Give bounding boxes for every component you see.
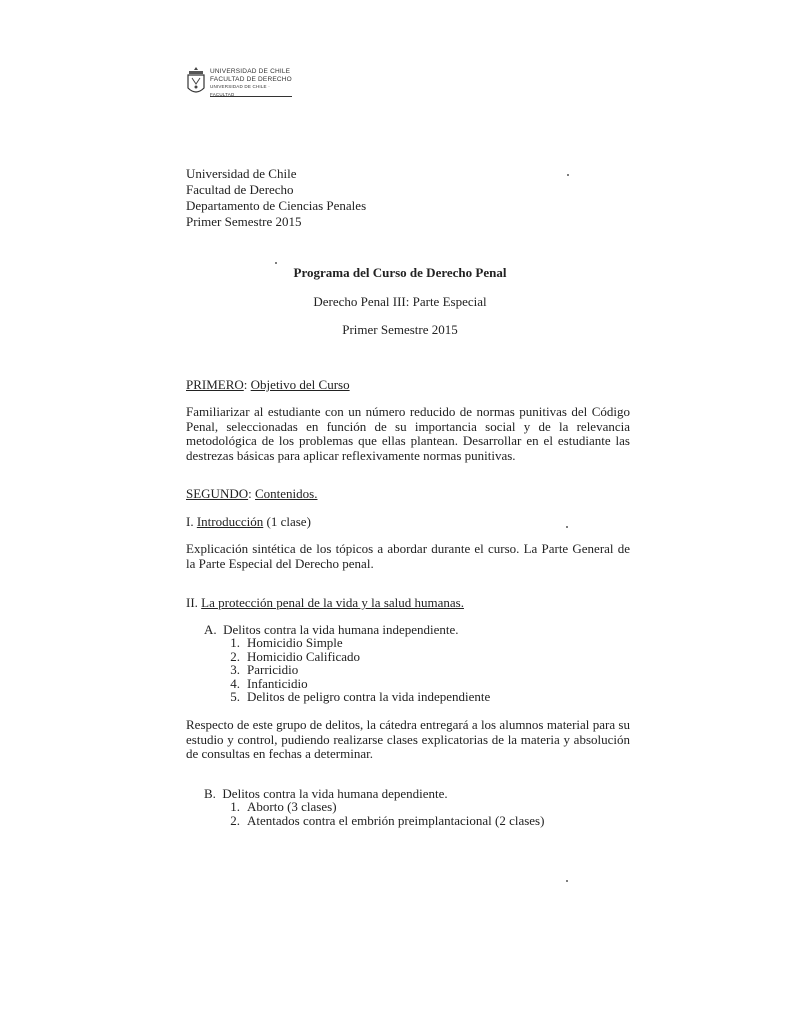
section-1-heading — [186, 514, 311, 530]
subsection-a-letter: A. — [204, 622, 217, 637]
section-2-numeral: II. — [186, 595, 198, 610]
section-primero-heading: PRIMERO: Objetivo del Curso — [186, 377, 350, 392]
logo-text — [210, 68, 292, 98]
list-item: 1. Aborto (3 clases) — [230, 799, 337, 814]
header-university: Universidad de Chile — [186, 166, 297, 181]
document-title: Programa del Curso de Derecho Penal — [293, 265, 507, 280]
segundo-title: Contenidos. — [255, 486, 318, 501]
subsection-a-title: Delitos contra la vida humana independiente. — [223, 622, 459, 637]
document-semester: Primer Semestre 2015 — [342, 322, 458, 337]
logo-divider — [210, 96, 292, 97]
subsection-a-note: Respecto de este grupo de delitos, la cátedra entregará a los alumnos material para su estudio y control, pudiendo realizarse clases explicatorias de la materia y absolución de consultas en fechas a determinar. — [186, 717, 630, 761]
subsection-b-title: Delitos contra la vida humana dependiente. — [222, 786, 448, 801]
segundo-label: SEGUNDO — [186, 486, 249, 501]
section-1-title: Introducción — [196, 514, 264, 529]
scan-speck — [275, 262, 277, 264]
list-item: 1. Homicidio Simple — [230, 635, 343, 650]
list-item: 5. Delitos de peligro contra la vida independiente — [230, 689, 491, 704]
list-item: 2. Atentados contra el embrión preimplantacional (2 clases) — [230, 812, 545, 828]
university-logo — [186, 66, 292, 106]
primero-label: PRIMERO — [186, 377, 244, 392]
section-1-note: (1 clase) — [266, 514, 311, 529]
scan-speck — [566, 526, 568, 528]
institution-header — [186, 166, 366, 230]
document-subtitle: Derecho Penal III: Parte Especial — [313, 294, 487, 309]
header-faculty: Facultad de Derecho — [186, 182, 294, 197]
list-item: 2. Homicidio Calificado — [230, 648, 361, 664]
subsection-b-letter: B. — [204, 786, 216, 801]
logo-line-1: UNIVERSIDAD DE CHILE — [210, 68, 291, 75]
crest-icon — [186, 66, 206, 98]
primero-title: Objetivo del Curso — [250, 377, 350, 392]
objective-paragraph: Familiarizar al estudiante con un número reducido de normas punitivas del Código Penal, seleccionadas en función de su importancia social y de la relevancia metodológica de los problemas que ellas plantean. Desarrollar en el estudiante las destrezas básicas para aplicar reflexivamente normas punitivas. — [186, 404, 630, 463]
section-2-title: La protección penal de la vida y la salud humanas. — [201, 595, 464, 610]
scan-speck — [566, 880, 568, 882]
header-semester: Primer Semestre 2015 — [186, 214, 302, 229]
section-1-numeral: I. — [186, 514, 194, 529]
scan-speck — [567, 174, 569, 176]
subsection-b-list — [222, 800, 544, 827]
logo-line-3: UNIVERSIDAD DE CHILE · FACULTAD — [210, 84, 270, 97]
logo-line-2: FACULTAD DE DERECHO — [210, 75, 292, 83]
header-department: Departamento de Ciencias Penales — [186, 198, 367, 213]
list-item: 3. Parricidio — [230, 662, 299, 677]
subsection-a-list — [222, 636, 490, 704]
section-2-heading — [186, 595, 464, 611]
section-1-paragraph: Explicación sintética de los tópicos a abordar durante el curso. La Parte General de la Parte Especial del Derecho penal. — [186, 541, 630, 571]
section-segundo-heading: SEGUNDO: Contenidos. — [186, 486, 318, 501]
list-item: 4. Infanticidio — [230, 675, 308, 691]
